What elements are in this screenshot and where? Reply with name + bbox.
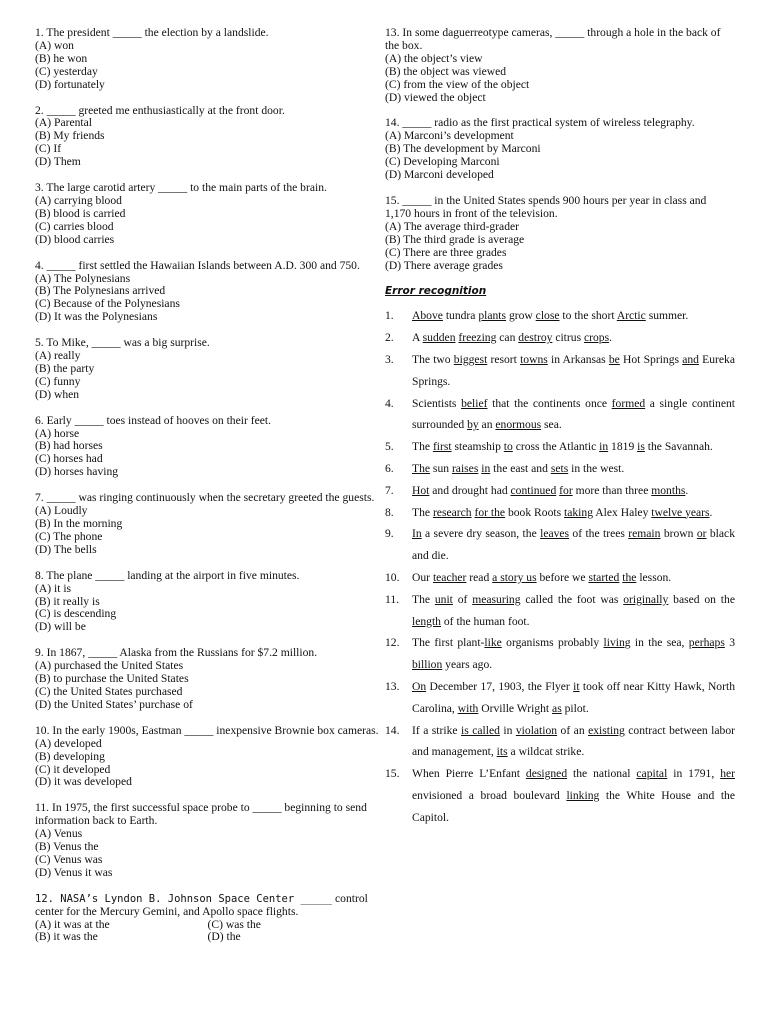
option: (C) If (35, 142, 62, 156)
question (35, 725, 380, 790)
option: (B) to purchase the United States (35, 672, 189, 686)
underlined-segment: originally (623, 592, 669, 606)
item-sentence: The research for the book Roots taking Alex Haley twelve years. (412, 505, 713, 519)
option: (B) the object was viewed (385, 64, 507, 78)
item-number: 13. (385, 679, 400, 693)
item-number: 3. (385, 353, 394, 366)
error-item (385, 523, 735, 567)
option: (B) In the morning (35, 517, 123, 530)
right-column (385, 27, 735, 829)
option: (B) the party (35, 361, 95, 375)
option: (A) it was at the (35, 917, 110, 931)
underlined-segment: her (720, 767, 735, 781)
error-item (385, 502, 735, 524)
question (385, 27, 735, 104)
underlined-segment: remain (628, 527, 661, 541)
option: (D) It was the Polynesians (35, 310, 158, 324)
item-number: 5. (385, 440, 394, 454)
item-sentence: Our teacher read a story us before we started the lesson. (412, 570, 672, 584)
option: (A) purchased the United States (35, 659, 184, 673)
option: (A) won (35, 38, 74, 52)
item-sentence: If a strike is called in violation of an existing contract between labor and management, its a wildcat strike. (412, 723, 735, 759)
underlined-segment: for (559, 483, 573, 497)
question-list (385, 27, 735, 272)
underlined-segment: raises (451, 461, 479, 475)
question (35, 105, 380, 170)
option: (A) really (35, 349, 81, 363)
underlined-segment: as (552, 701, 562, 715)
underlined-segment: a story us (492, 570, 537, 584)
option: (C) yesterday (35, 64, 98, 78)
item-sentence: A sudden freezing can destroy citrus crops. (412, 331, 613, 345)
underlined-segment: Above (412, 309, 443, 323)
option: (C) from the view of the object (385, 77, 530, 91)
underlined-segment: unit (434, 592, 453, 606)
question-stem: 3. The large carotid artery _____ to the main parts of the brain. (35, 181, 327, 195)
option: (D) viewed the object (385, 90, 486, 104)
error-recognition-list (385, 305, 735, 828)
item-sentence: The unit of measuring called the foot was originally based on the length of the human foot. (412, 592, 735, 628)
item-sentence: When Pierre L’Enfant designed the national capital in 1791, her envisioned a broad boulevard linking the White House and the Capitol. (412, 767, 735, 824)
underlined-segment: living (603, 636, 631, 650)
item-sentence: Above tundra plants grow close to the short Arctic summer. (412, 309, 689, 323)
error-item (385, 676, 735, 720)
item-sentence: The first steamship to cross the Atlantic in 1819 is the Savannah. (412, 440, 713, 454)
error-item (385, 349, 735, 393)
item-sentence: The sun raises in the east and sets in the west. (412, 461, 625, 475)
option: (D) blood carries (35, 232, 115, 246)
option: (B) it really is (35, 594, 100, 608)
option: (B) My friends (35, 129, 105, 143)
option: (C) is descending (35, 607, 117, 621)
error-item (385, 393, 735, 437)
error-item (385, 327, 735, 349)
option: (C) Because of the Polynesians (35, 297, 180, 311)
item-number: 12. (385, 636, 400, 650)
option: (C) it developed (35, 762, 111, 776)
underlined-segment: and (682, 353, 699, 366)
question-stem: 7. _____ was ringing continuously when the secretary greeted the guests. (35, 491, 375, 505)
error-item (385, 458, 735, 480)
option: (D) Them (35, 155, 81, 169)
item-number: 7. (385, 483, 394, 497)
error-item (385, 632, 735, 676)
question-stem: 9. In 1867, _____ Alaska from the Russians for $7.2 million. (35, 646, 318, 660)
underlined-segment: by (467, 418, 479, 432)
item-number: 9. (385, 527, 394, 541)
item-sentence: Scientists belief that the continents once formed a single continent surrounded by an enormous sea. (412, 396, 735, 432)
option: (C) carries blood (35, 219, 114, 233)
error-item (385, 480, 735, 502)
item-number: 2. (385, 331, 394, 345)
underlined-segment: to (503, 440, 513, 454)
underlined-segment: In (412, 527, 422, 541)
option: (A) it is (35, 581, 72, 595)
underlined-segment: towns (520, 353, 548, 366)
question-stem: 8. The plane _____ landing at the airport in five minutes. (35, 568, 300, 582)
item-sentence: Hot and drought had continued for more than three months. (412, 483, 689, 497)
item-number: 14. (385, 723, 400, 737)
underlined-segment: months (651, 483, 686, 497)
question-stem: 11. In 1975, the first successful space probe to _____ beginning to send information back to Earth. (35, 801, 367, 828)
underlined-segment: The (412, 461, 431, 475)
question (35, 337, 380, 402)
item-sentence: The two biggest resort towns in Arkansas be Hot Springs and Eureka Springs. (412, 353, 735, 388)
option: (A) Venus (35, 827, 83, 841)
question-stem: 5. To Mike, _____ was a big surprise. (35, 336, 210, 350)
underlined-segment: measuring (472, 592, 521, 606)
option: (B) The development by Marconi (385, 142, 541, 156)
underlined-segment: taking (564, 505, 593, 519)
option: (D) when (35, 387, 80, 401)
option: (C) There are three grades (385, 245, 507, 259)
underlined-segment: sets (550, 461, 569, 475)
option: (A) horse (35, 426, 80, 440)
options-grid (35, 919, 380, 945)
option: (A) The average third-grader (385, 219, 520, 233)
underlined-segment: close (535, 309, 560, 323)
option: (C) The phone (35, 529, 103, 543)
item-number: 15. (385, 767, 400, 781)
item-number: 10. (385, 570, 400, 584)
question (385, 117, 735, 182)
underlined-segment: On (412, 679, 427, 693)
underlined-segment: in (599, 440, 609, 454)
underlined-segment: crops (583, 331, 610, 345)
underlined-segment: research (432, 505, 472, 519)
underlined-segment: designed (525, 767, 568, 781)
option: (D) will be (35, 620, 86, 634)
error-item (385, 763, 735, 828)
underlined-segment: like (484, 636, 502, 650)
option: (C) funny (35, 374, 81, 388)
option: (A) Marconi’s development (385, 129, 514, 143)
question (35, 415, 380, 480)
option: (D) There average grades (385, 258, 503, 272)
underlined-segment: is (637, 440, 645, 454)
option: (D) Marconi developed (385, 168, 494, 182)
item-number: 11. (385, 592, 400, 606)
question-stem: 1. The president _____ the election by a landslide. (35, 26, 269, 39)
underlined-segment: enormous (495, 418, 542, 432)
underlined-segment: freezing (458, 331, 497, 345)
question (35, 802, 380, 879)
question (35, 27, 380, 92)
underlined-segment: twelve years (651, 505, 710, 519)
option: (D) fortunately (35, 77, 105, 91)
option: (C) was the (207, 917, 261, 931)
underlined-segment: linking (566, 788, 600, 802)
option: (C) Venus was (35, 852, 103, 866)
underlined-segment: formed (611, 396, 646, 410)
option: (D) horses having (35, 465, 119, 479)
options-right (208, 919, 381, 945)
option: (B) The third grade is average (385, 232, 525, 246)
question-stem: 13. In some daguerreotype cameras, _____ through a hole in the back of the box. (385, 26, 721, 52)
underlined-segment: for the (474, 505, 506, 519)
underlined-segment: continued (510, 483, 557, 497)
option: (A) developed (35, 736, 102, 750)
question (35, 260, 380, 325)
option: (D) the United States’ purchase of (35, 697, 193, 711)
underlined-segment: existing (588, 723, 625, 737)
underlined-segment: destroy (518, 331, 553, 345)
underlined-segment: started (588, 570, 620, 584)
underlined-segment: Hot (412, 483, 430, 497)
underlined-segment: is called (461, 723, 500, 737)
item-number: 8. (385, 505, 394, 519)
question-stem: 14. _____ radio as the first practical system of wireless telegraphy. (385, 116, 695, 130)
item-sentence: In a severe dry season, the leaves of the trees remain brown or black and die. (412, 527, 735, 563)
option: (B) had horses (35, 439, 103, 453)
underlined-segment: or (696, 527, 707, 541)
question (385, 195, 735, 272)
error-item (385, 720, 735, 764)
underlined-segment: perhaps (688, 636, 725, 650)
option: (C) Developing Marconi (385, 155, 500, 169)
underlined-segment: length (412, 614, 441, 628)
error-item (385, 567, 735, 589)
option: (B) blood is carried (35, 206, 126, 220)
question-stem: 2. _____ greeted me enthusiastically at the front door. (35, 103, 285, 117)
question (35, 647, 380, 712)
option: (B) The Polynesians arrived (35, 284, 166, 298)
question (35, 492, 380, 557)
underlined-segment: plants (478, 309, 507, 323)
underlined-segment: its (496, 745, 508, 759)
underlined-segment: first (432, 440, 452, 454)
item-number: 6. (385, 461, 394, 475)
underlined-segment: capital (636, 767, 668, 781)
question-stem-part: 12. NASA’s Lyndon B. Johnson Space Center _____ (35, 892, 333, 905)
option: (B) Venus the (35, 840, 99, 854)
underlined-segment: the (622, 570, 637, 584)
underlined-segment: leaves (540, 527, 570, 541)
option: (D) The bells (35, 542, 97, 556)
item-number: 1. (385, 309, 394, 323)
option: (A) Parental (35, 116, 92, 130)
underlined-segment: teacher (432, 570, 467, 584)
error-item (385, 589, 735, 633)
item-sentence: The first plant-like organisms probably living in the sea, perhaps 3 billion years ago. (412, 636, 735, 672)
option: (A) carrying blood (35, 193, 122, 207)
question-stem (35, 893, 380, 919)
option: (A) the object’s view (385, 51, 483, 65)
option: (D) the (207, 930, 241, 944)
underlined-segment: be (608, 353, 620, 366)
left-column (35, 27, 380, 957)
option: (D) Venus it was (35, 865, 113, 879)
underlined-segment: with (457, 701, 479, 715)
option: (C) the United States purchased (35, 684, 183, 698)
underlined-segment: belief (461, 396, 488, 410)
question-stem: 6. Early _____ toes instead of hooves on their feet. (35, 413, 272, 427)
section-title: Error recognition (385, 285, 487, 298)
question-list (35, 27, 380, 880)
underlined-segment: in (481, 461, 491, 475)
option: (B) he won (35, 51, 88, 65)
option: (A) The Polynesians (35, 271, 131, 285)
underlined-segment: violation (515, 723, 558, 737)
item-sentence: On December 17, 1903, the Flyer it took off near Kitty Hawk, North Carolina, with Orville Wright as pilot. (412, 679, 735, 715)
option: (D) it was developed (35, 775, 132, 789)
error-item (385, 436, 735, 458)
error-item (385, 305, 735, 327)
question (35, 182, 380, 247)
option: (B) it was the (35, 930, 98, 944)
underlined-segment: it (573, 679, 580, 693)
question-stem: 15. _____ in the United States spends 900 hours per year in class and 1,170 hours in front of the television. (385, 193, 707, 220)
option: (C) horses had (35, 452, 103, 466)
question-12 (35, 893, 380, 945)
underlined-segment: Arctic (616, 309, 646, 323)
question-stem: 4. _____ first settled the Hawaiian Islands between A.D. 300 and 750. (35, 258, 360, 272)
question (35, 570, 380, 635)
item-number: 4. (385, 396, 394, 410)
options-left (35, 919, 208, 945)
underlined-segment: biggest (453, 353, 488, 366)
question-stem-part: control center for the Mercury Gemini, and Apollo space flights. (35, 891, 368, 918)
question-stem: 10. In the early 1900s, Eastman _____ inexpensive Brownie box cameras. (35, 723, 379, 737)
option: (B) developing (35, 749, 105, 763)
underlined-segment: billion (412, 658, 443, 672)
underlined-segment: sudden (422, 331, 456, 345)
option: (A) Loudly (35, 504, 88, 518)
